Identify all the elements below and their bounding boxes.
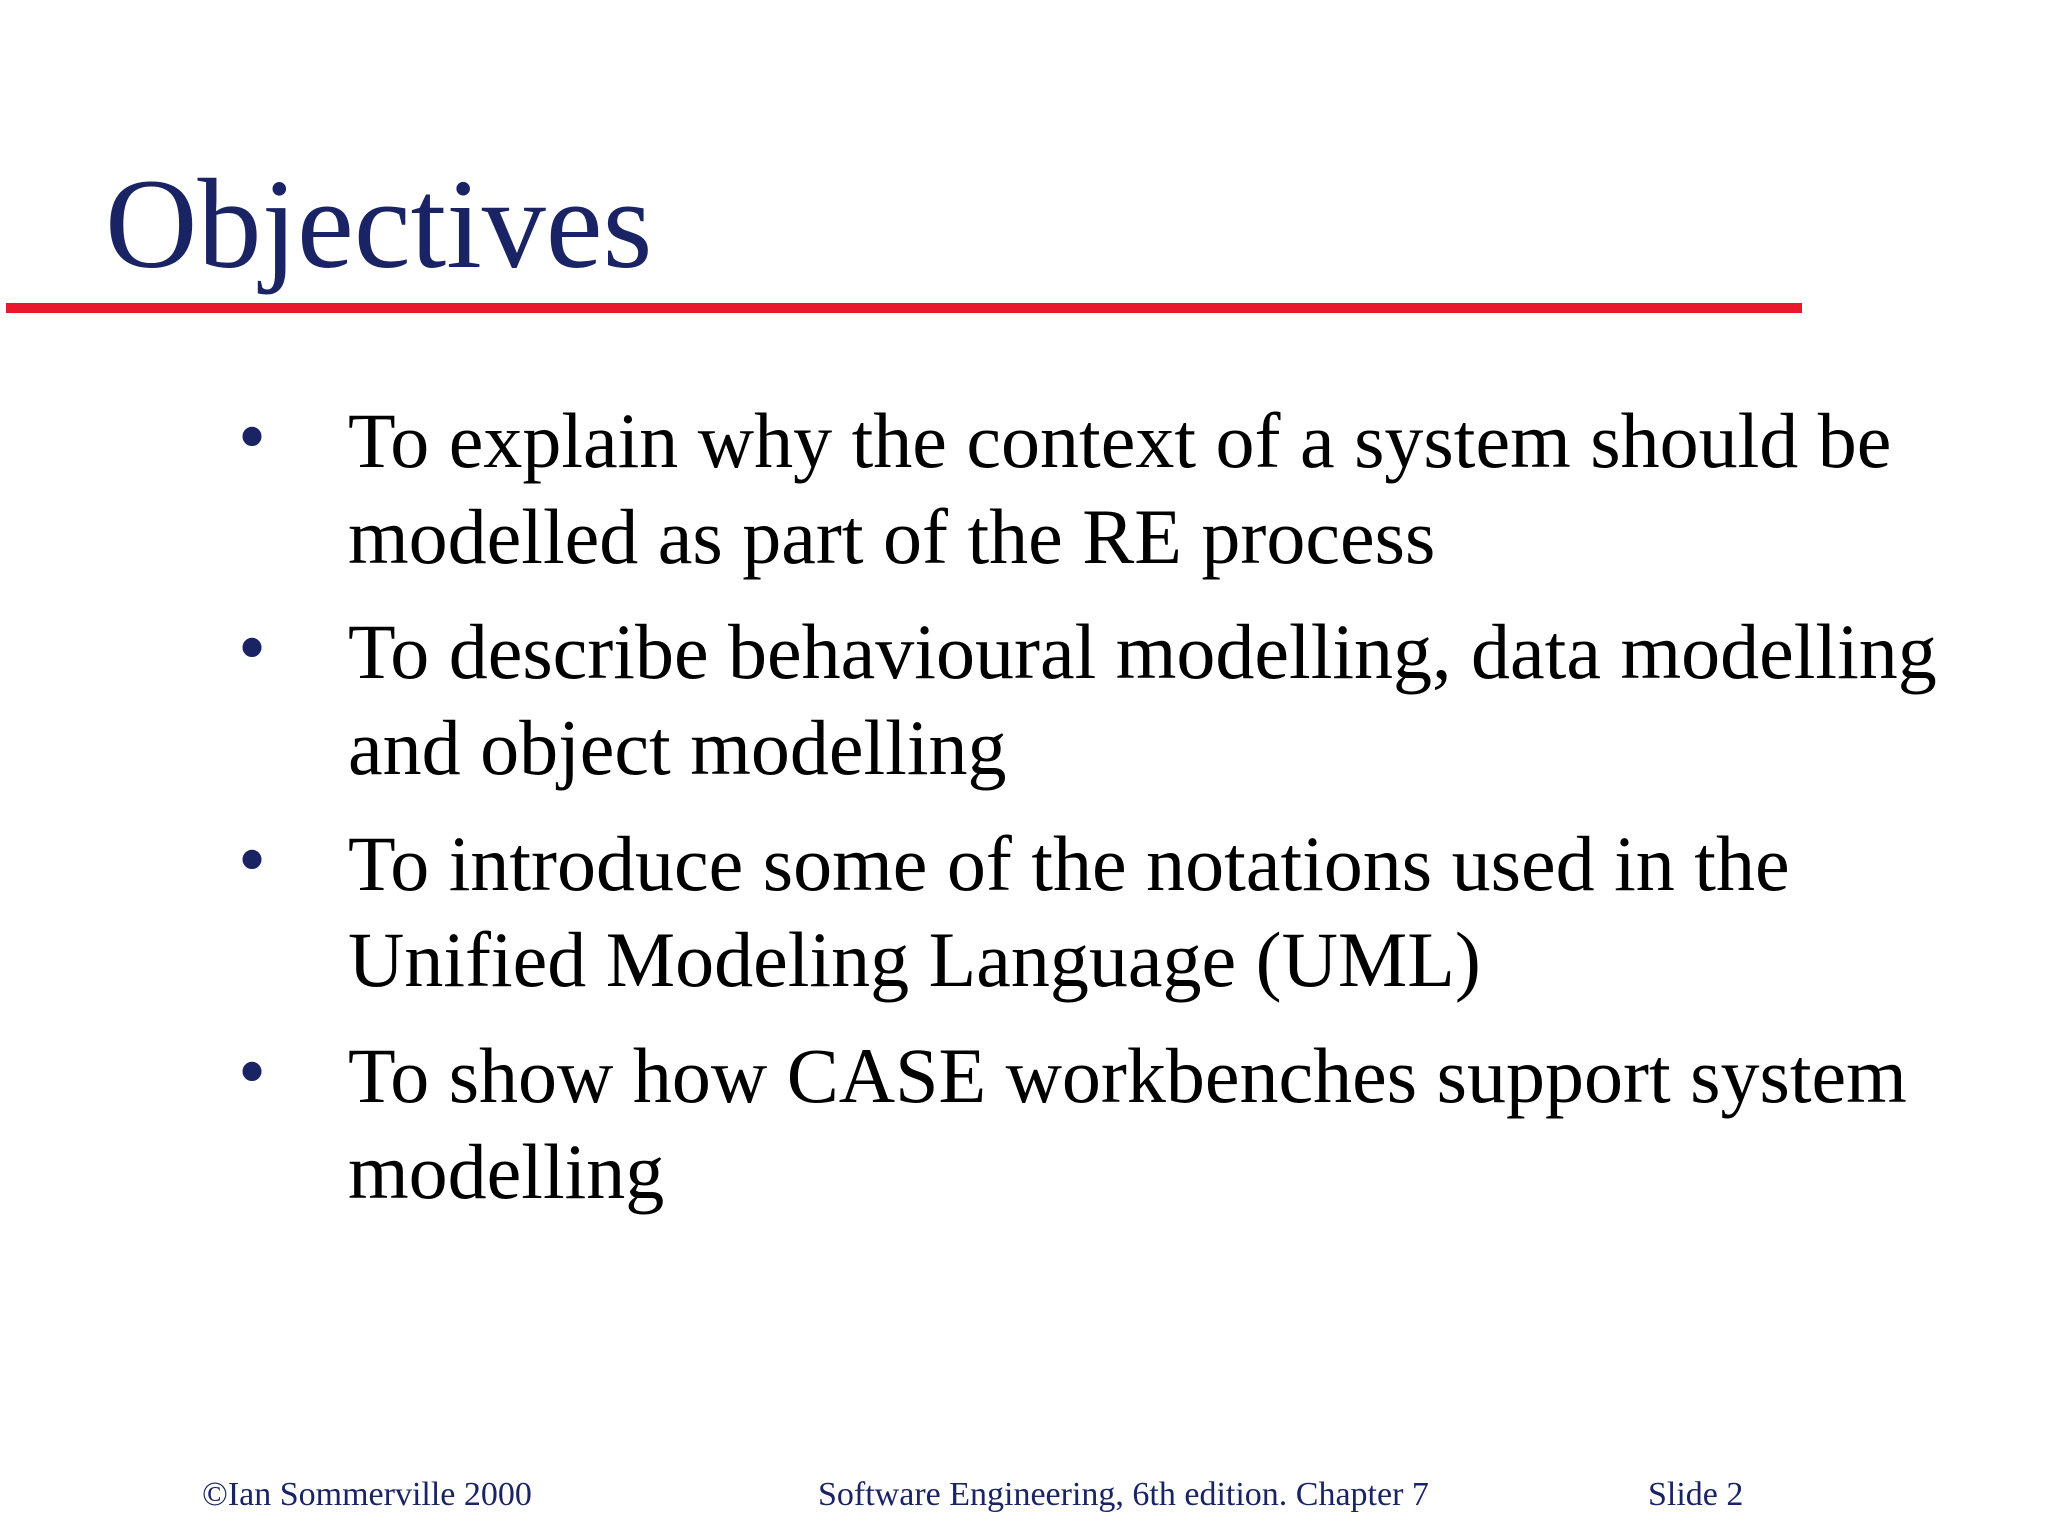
bullet-dot-icon: •: [238, 393, 267, 481]
bullet-text: To describe behavioural modelling, data modelling and object modelling: [348, 608, 1937, 791]
bullet-dot-icon: •: [238, 604, 267, 692]
bullet-text: To introduce some of the notations used in the Unified Modeling Language (UML): [348, 820, 1790, 1003]
footer-copyright: ©Ian Sommerville 2000: [202, 1476, 532, 1513]
title-underline-rule: [6, 303, 1802, 313]
bullet-dot-icon: •: [238, 1028, 267, 1116]
slide-title: Objectives: [105, 153, 653, 295]
bullet-text: To explain why the context of a system should be modelled as part of the RE process: [348, 397, 1892, 580]
footer-slide-number: Slide 2: [1648, 1476, 1744, 1513]
footer-book-title: Software Engineering, 6th edition. Chapter 7: [818, 1476, 1429, 1513]
bullet-text: To show how CASE workbenches support system modelling: [348, 1032, 1907, 1215]
bullet-dot-icon: •: [238, 816, 267, 904]
